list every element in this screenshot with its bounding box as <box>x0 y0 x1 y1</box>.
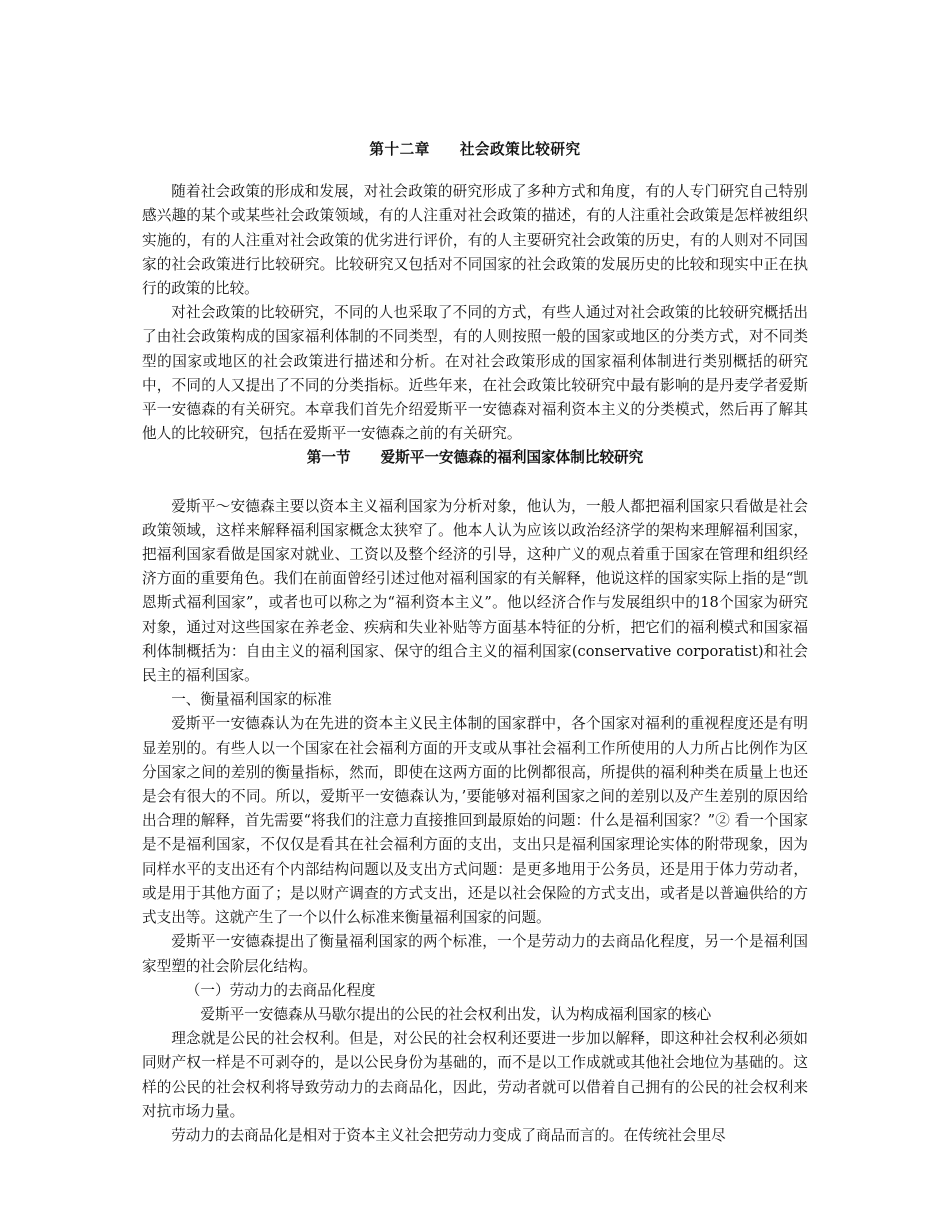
section-number: 第一节 <box>306 449 351 467</box>
standards-paragraph-1: 爱斯平一安德森认为在先进的资本主义民主体制的国家群中，各个国家对福利的重视程度还是有明显差别的。有些人以一个国家在社会福利方面的开支或从事社会福利工作所使用的人力所占比例作为区分国家之间的差别的衡量指标，然而，即使在这两方面的比例都很高，所提供的福利种类在质量上也还是会有很大的不同。所以，爱斯平一安德森认为，’要能够对福利国家之间的差别以及产生差别的原因给出合理的解释，首先需要“将我们的注意力直接推回到最原始的问题：什么是福利国家？”② 看一个国家是不是福利国家，不仅仅是看其在社会福利方面的支出，支出只是福利国家理论实体的附带现象，因为同样水平的支出还有个内部结构问题以及支出方式问题：是更多地用于公务员，还是用于体力劳动者，或是用于其他方面了；是以财产调查的方式支出，还是以社会保险的方式支出，或者是以普遍供给的方式支出等。这就产生了一个以什么标准来衡量福利国家的问题。 <box>142 715 808 927</box>
intro-paragraph-2: 对社会政策的比较研究，不同的人也采取了不同的方式，有些人通过对社会政策的比较研究概括出了由社会政策构成的国家福利体制的不同类型，有的人则按照一般的国家或地区的分类方式，对不同类型的国家或地区的社会政策进行描述和分析。在对社会政策形成的国家福利体制进行类别概括的研究中，不同的人又提出了不同的分类指标。近些年来，在社会政策比较研究中最有影响的是丹麦学者爱斯平一安德森的有关研究。本章我们首先介绍爱斯平一安德森对福利资本主义的分类模式，然后再了解其他人的比较研究，包括在爱斯平一安德森之前的有关研究。 <box>142 304 808 443</box>
decommodification-paragraph-rest: 理念就是公民的社会权利。但是，对公民的社会权利还要进一步加以解释，即这种社会权利必须如同财产权一样是不可剥夺的，是以公民身份为基础的，而不是以工作成就或其他社会地位为基础的。这样的公民的社会权利将导致劳动力的去商品化，因此，劳动者就可以借着自己拥有的公民的社会权利来对抗市场力量。 <box>142 1030 808 1120</box>
last-paragraph: 劳动力的去商品化是相对于资本主义社会把劳动力变成了商品而言的。在传统社会里尽 <box>171 1126 726 1144</box>
subheading-decommodification: （一）劳动力的去商品化程度 <box>185 981 376 999</box>
chapter-title <box>142 138 808 162</box>
subheading-standards: 一、衡量福利国家的标准 <box>171 691 332 709</box>
section-name: 爱斯平一安德森的福利国家体制比较研究 <box>380 449 644 467</box>
chapter-number: 第十二章 <box>369 141 430 158</box>
section-title <box>142 446 808 470</box>
section-paragraph-1: 爱斯平～安德森主要以资本主义福利国家为分析对象，他认为，一般人都把福利国家只看做是社会政策领域，这样来解释福利国家概念太狭窄了。他本人认为应该以政治经济学的架构来理解福利国家，把福利国家看做是国家对就业、工资以及整个经济的引导，这种广义的观点着重于国家在管理和组织经济方面的重要角色。我们在前面曾经引述过他对福利国家的有关解释，他说这样的国家实际上指的是“凯恩斯式福利国家”，或者也可以称之为“福利资本主义”。他以经济合作与发展组织中的18个国家为研究对象，通过对这些国家在养老金、疾病和失业补贴等方面基本特征的分析，把它们的福利模式和国家福利体制概括为：自由主义的福利国家、保守的组合主义的福利国家(conservative corporatist)和社会民主的福利国家。 <box>142 497 808 685</box>
document-page <box>142 138 808 1148</box>
decommodification-paragraph-first-line: 爱斯平一安德森从马歇尔提出的公民的社会权利出发，认为构成福利国家的核心 <box>200 1005 712 1023</box>
standards-paragraph-2: 爱斯平一安德森提出了衡量福利国家的两个标准，一个是劳动力的去商品化程度，另一个是福利国家型塑的社会阶层化结构。 <box>142 933 808 975</box>
intro-paragraph-1: 随着社会政策的形成和发展，对社会政策的研究形成了多种方式和角度，有的人专门研究自己特别感兴趣的某个或某些社会政策领域，有的人注重对社会政策的描述，有的人注重社会政策是怎样被组织实施的，有的人注重对社会政策的优劣进行评价，有的人主要研究社会政策的历史，有的人则对不同国家的社会政策进行比较研究。比较研究又包括对不同国家的社会政策的发展历史的比较和现实中正在执行的政策的比较。 <box>142 183 808 298</box>
chapter-name: 社会政策比较研究 <box>459 141 581 158</box>
